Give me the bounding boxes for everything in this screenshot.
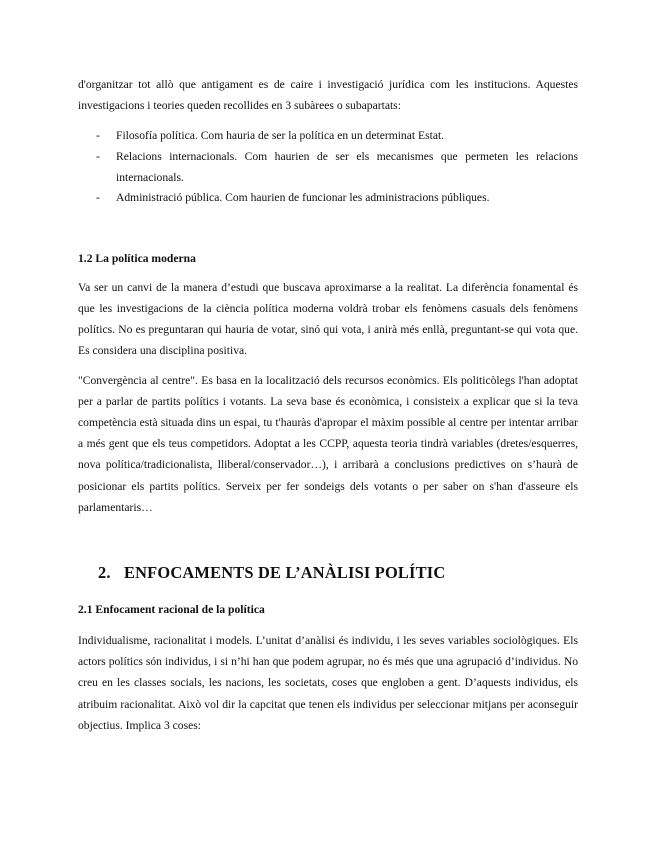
subsection-heading-2-1: 2.1 Enfocament racional de la política [78,603,265,617]
convergence-paragraph: "Convergència al centre". Es basa en la localització dels recursos econòmics. Els politicòlegs l'han adoptat per a parlar de partits polítics i votants. La seva base és econòmica, i consisteix a explicar que si la teva competència està situada dins un espai, tu t'hauràs d'apropar el màxim possible al centre per intentar arribar a més gent que els teus competidors. Adoptat a les CCPP, aquesta teoria tindrà variables (dretes/esquerres, nova política/tradicionalista, lliberal/conservador…), i arribarà a conclusions predictives on s’haurà de posicionar els partits polítics. Serveix per fer sondeigs dels votants o per saber on s'han d'asseure els parlamentaris… [78,373,578,514]
dash-bullet: - [96,150,100,163]
modern-politics-paragraph: Va ser un canvi de la manera d’estudi que buscava aproximarse a la realitat. La diferència fonamental és que les investigacions de la ciència política moderna voldrà trobar els fenòmens casuals dels fenòmens polítics. No es preguntaran qui hauria de votar, sinó qui vota, i anirà més enllà, preguntant-se qui vota que. Es considera una disciplina positiva. [78,280,578,358]
dash-bullet: - [96,129,100,143]
list-item-text: Filosofía política. Com hauria de ser la política en un determinat Estat. [116,129,445,143]
subsection-heading-1-2: 1.2 La política moderna [78,251,196,265]
rational-approach-paragraph: Individualisme, racionalitat i models. L’unitat d’anàlisi és individu, i les seves variables sociològiques. Els actors polítics són individus, i si n’hi han que podem agrupar, no és més que una agrupació d’individus. No creu en les classes socials, les nacions, les societats, coses que engloben a gent. D’aquests individus, els atribuim racionalitat. Això vol dir la capcitat que tenen els individus per seleccionar mitjans per aconseguir objectius. Implica 3 coses: [78,634,578,732]
list-item-text: Relacions internacionals. Com haurien de ser els mecanismes que permeten les relacions internacionals. [116,150,578,184]
list-item [78,126,578,147]
list-item-text: Administració pública. Com haurien de funcionar les administracions públiques. [116,191,490,205]
list-item [78,188,578,209]
section-heading-2 [98,562,578,584]
list-item [78,147,578,188]
subarea-list [78,126,578,208]
section-number: 2. [98,563,111,583]
section-title: ENFOCAMENTS DE L’ANÀLISI POLÍTIC [124,563,446,583]
intro-paragraph: d'organitzar tot allò que antigament es de caire i investigació jurídica com les institucions. Aquestes investigacions i teories queden recollides en 3 subàrees o subapartats: [78,78,578,113]
document-page [78,74,578,736]
dash-bullet: - [96,191,100,205]
